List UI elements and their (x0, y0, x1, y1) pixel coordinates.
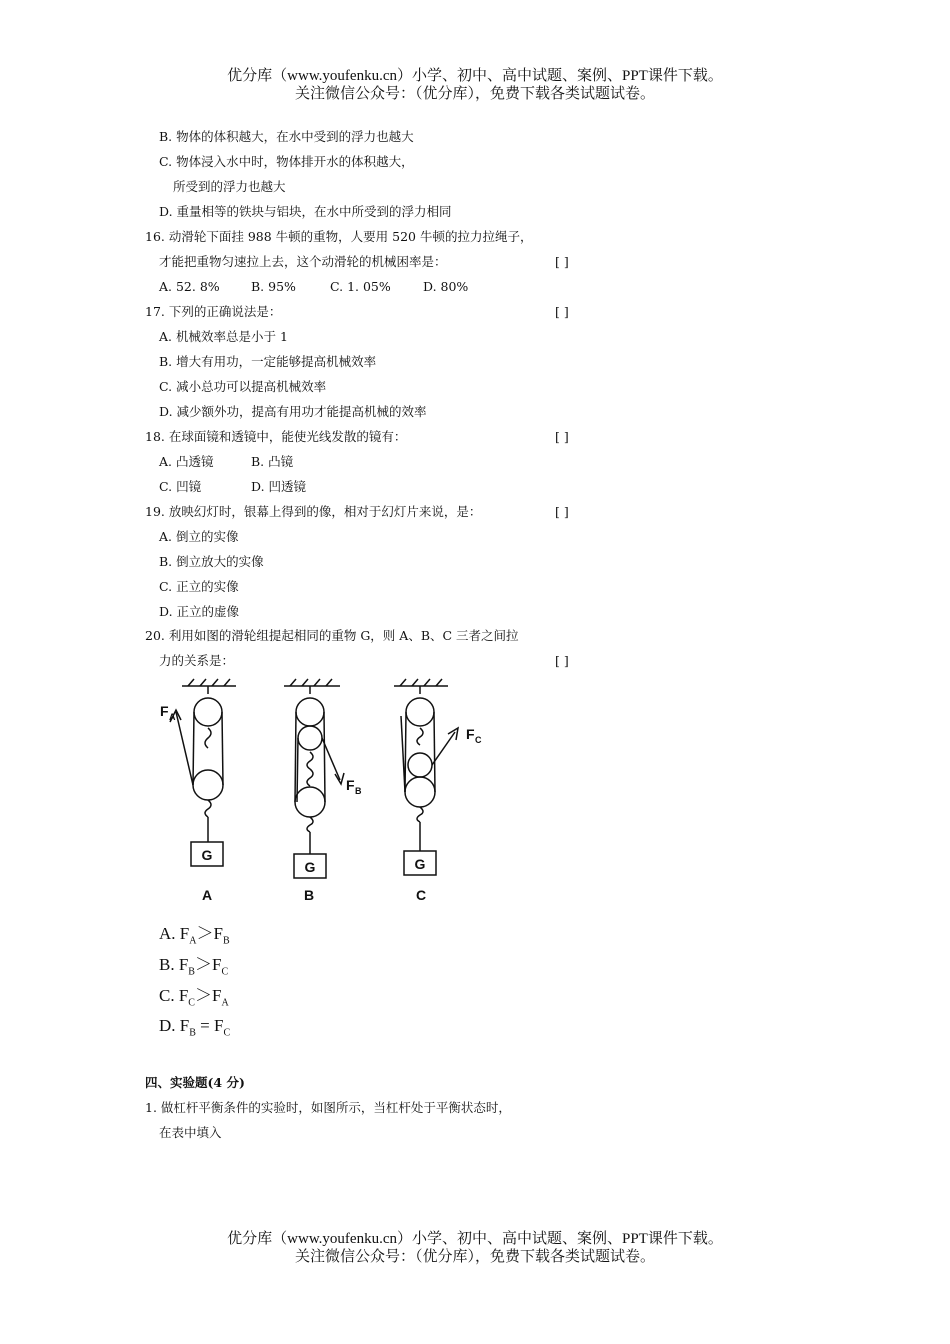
footer-line-2: 关注微信公众号：（优分库），免费下载各类试题试卷。 (294, 1249, 655, 1265)
page-header (0, 67, 950, 103)
header-line-2: 关注微信公众号：（优分库），免费下载各类试题试卷。 (294, 86, 655, 102)
q18-option-a: A. 凸透镜 (159, 454, 214, 469)
q16-answer-bracket: [ ] (555, 254, 569, 269)
section-4-q1-line1: 1. 做杠杆平衡条件的实验时，如图所示，当杠杆处于平衡状态时， (145, 1100, 511, 1115)
q16-stem-line2: 才能把重物匀速拉上去，这个动滑轮的机械困率是： (159, 254, 447, 269)
q19-option-d: D. 正立的虚像 (159, 604, 240, 619)
q17-option-b: B. 增大有用功，一定能够提高机械效率 (159, 354, 377, 369)
q19-answer-bracket: [ ] (555, 504, 569, 519)
q18-answer-bracket: [ ] (555, 429, 569, 444)
pulley-system-c (394, 679, 458, 875)
weight-label-b: G (304, 859, 316, 875)
q16-stem-line1: 16. 动滑轮下面挂 988 牛顿的重物，人要用 520 牛顿的拉力拉绳子， (145, 229, 533, 244)
q17-option-d: D. 减少额外功，提高有用功才能提高机械的效率 (159, 404, 427, 419)
force-label-a: F (160, 703, 169, 719)
q17-answer-bracket: [ ] (555, 304, 569, 319)
weight-label-c: G (414, 856, 426, 872)
section-4-title: 四、实验题(4 分) (145, 1075, 245, 1090)
pulley-system-a (170, 679, 236, 866)
q20-option-d: D. $F_B = F_C$ (159, 1016, 231, 1039)
footer-line-1: 优分库（www.youfenku.cn）小学、初中、高中试题、案例、PPT课件下载。 (227, 1231, 723, 1247)
q15-option-c-line1: C. 物体浸入水中时，物体排开水的体积越大， (159, 154, 414, 169)
page-footer (0, 1230, 950, 1266)
q18-option-d: D. 凹透镜 (251, 479, 307, 494)
q17-option-a: A. 机械效率总是小于 1 (159, 329, 288, 344)
q20-stem-line2: 力的关系是： (159, 653, 235, 668)
pulley-system-b (284, 679, 344, 878)
weight-label-a: G (201, 847, 213, 863)
q20-answer-bracket: [ ] (555, 653, 569, 668)
q20-option-a: A. $F_A>F_B$ (159, 924, 230, 947)
force-sub-a: A (169, 712, 176, 722)
q19-option-a: A. 倒立的实像 (159, 529, 239, 544)
force-sub-c: C (475, 735, 482, 745)
q18-option-c: C. 凹镜 (159, 479, 202, 494)
q19-stem: 19. 放映幻灯时，银幕上得到的像，相对于幻灯片来说，是： (145, 504, 482, 519)
system-label-a: A (201, 887, 213, 903)
q17-stem: 17. 下列的正确说法是： (145, 304, 282, 319)
q16-option-a: A. 52. 8% (159, 279, 220, 294)
q20-option-b: B. $F_B>F_C$ (159, 955, 229, 978)
q15-option-b: B. 物体的体积越大，在水中受到的浮力也越大 (159, 129, 414, 144)
q16-option-d: D. 80% (423, 279, 469, 294)
q16-option-b: B. 95% (251, 279, 296, 294)
header-line-1: 优分库（www.youfenku.cn）小学、初中、高中试题、案例、PPT课件下载。 (227, 68, 723, 84)
system-label-b: B (303, 887, 315, 903)
q15-option-d: D. 重量相等的铁块与铝块，在水中所受到的浮力相同 (159, 204, 452, 219)
q19-option-b: B. 倒立放大的实像 (159, 554, 264, 569)
q20-option-c: C. $F_C>F_A$ (159, 986, 229, 1009)
q17-option-c: C. 减小总功可以提高机械效率 (159, 379, 327, 394)
q19-option-c: C. 正立的实像 (159, 579, 239, 594)
section-4-q1-line2: 在表中填入 (159, 1125, 222, 1140)
q16-option-c: C. 1. 05% (330, 279, 391, 294)
force-label-c: F (466, 726, 475, 742)
force-sub-b: B (355, 786, 362, 796)
system-label-c: C (415, 887, 427, 903)
q18-stem: 18. 在球面镜和透镜中，能使光线发散的镜有： (145, 429, 407, 444)
q15-option-c-line2: 所受到的浮力也越大 (173, 179, 286, 194)
q20-stem-line1: 20. 利用如图的滑轮组提起相同的重物 G，则 A、B、C 三者之间拉 (145, 628, 519, 643)
q18-option-b: B. 凸镜 (251, 454, 294, 469)
force-label-b: F (346, 777, 355, 793)
pulley-systems-figure (150, 670, 510, 910)
